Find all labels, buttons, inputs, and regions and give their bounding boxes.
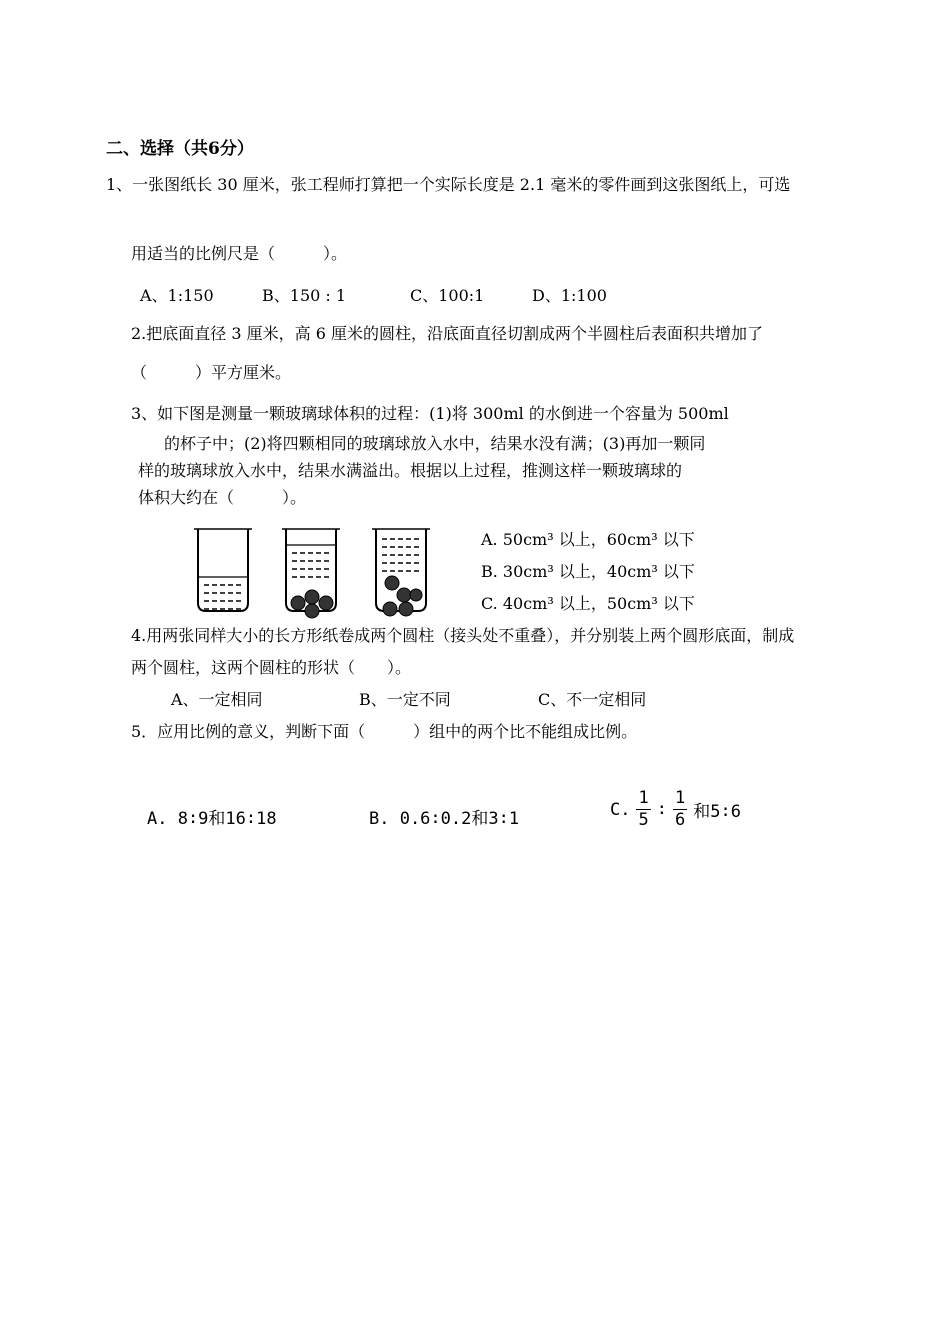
q1-option-c: C、100:1 [410, 286, 485, 305]
q5-line1: 5．应用比例的意义，判断下面（ ）组中的两个比不能组成比例。 [131, 722, 638, 741]
q3-line1: 3、如下图是测量一颗玻璃球体积的过程：(1)将 300ml 的水倒进一个容量为 500ml [131, 404, 729, 423]
q4-option-c: C、不一定相同 [538, 690, 647, 709]
q5-option-b: B. 0.6∶0.2和3∶1 [369, 809, 520, 829]
q3-line2: 的杯子中；(2)将四颗相同的玻璃球放入水中，结果水没有满；(3)再加一颗同 [164, 434, 706, 453]
q5-option-a: A. 8∶9和16∶18 [147, 809, 277, 829]
q1-option-d: D、1:100 [532, 286, 607, 305]
fraction-denominator: 6 [674, 810, 686, 830]
q5-option-c [610, 790, 741, 829]
beakers-figure [190, 525, 450, 625]
q3-line4: 体积大约在（ ）。 [138, 488, 307, 507]
q4-line1: 4.用两张同样大小的长方形纸卷成两个圆柱（接头处不重叠），并分别装上两个圆形底面，制成 [131, 626, 795, 645]
q4-line2: 两个圆柱，这两个圆柱的形状（ ）。 [131, 658, 412, 677]
beaker-2 [282, 529, 340, 618]
section-title: 二、选择（共6分） [106, 139, 254, 159]
fraction-denominator: 5 [638, 810, 649, 830]
q1-option-a: A、1:150 [140, 286, 214, 305]
q4-option-a: A、一定相同 [171, 690, 263, 709]
q3-line3: 样的玻璃球放入水中，结果水满溢出。根据以上过程，推测这样一颗玻璃球的 [138, 461, 683, 480]
fraction-numerator: 1 [674, 788, 686, 808]
beaker-1 [194, 529, 252, 611]
ratio-colon: ∶ [656, 799, 667, 820]
q4-option-b: B、一定不同 [359, 690, 451, 709]
fraction-numerator: 1 [638, 788, 649, 808]
q5-option-c-prefix: C. [610, 799, 631, 820]
beaker-3 [372, 529, 430, 616]
q3-option-c: C. 40cm³ 以上，50cm³ 以下 [481, 594, 695, 613]
q5-option-c-suffix: 和5∶6 [693, 802, 741, 822]
fraction-one-sixth [673, 790, 687, 829]
q2-line2: （ ）平方厘米。 [131, 363, 292, 382]
q1-option-b: B、150 : 1 [262, 286, 347, 305]
q2-line1: 2.把底面直径 3 厘米，高 6 厘米的圆柱，沿底面直径切割成两个半圆柱后表面积共增加了 [131, 324, 763, 343]
q3-option-a: A. 50cm³ 以上，60cm³ 以下 [481, 530, 695, 549]
q1-line2: 用适当的比例尺是（ ）。 [131, 244, 348, 263]
fraction-one-fifth [636, 790, 650, 829]
q3-option-b: B. 30cm³ 以上，40cm³ 以下 [481, 562, 695, 581]
q1-line1: 1、一张图纸长 30 厘米，张工程师打算把一个实际长度是 2.1 毫米的零件画到这张图纸上，可选 [106, 175, 791, 194]
